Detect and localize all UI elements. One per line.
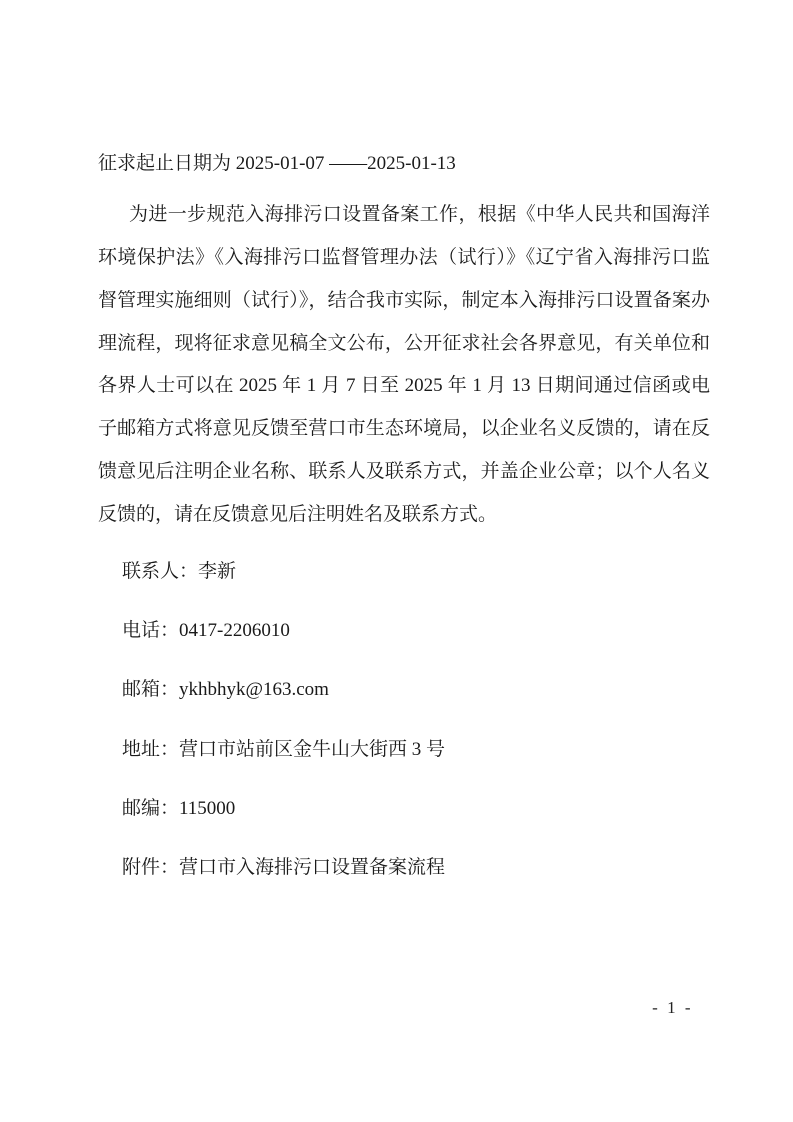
body-paragraph: 为进一步规范入海排污口设置备案工作，根据《中华人民共和国海洋环境保护法》《入海排污口监督管理办法（试行）》《辽宁省入海排污口监督管理实施细则（试行）》，结合我市实际，制定本入海排污口设置备案办理流程，现将征求意见稿全文公布，公开征求社会各界意见，有关单位和各界人士可以在 2025 年 1 月 7 日至 2025 年 1 月 13 日期间通过信函或电子邮箱方式将意见反馈至营口市生态环境局，以企业名义反馈的，请在反馈意见后注明企业名称、联系人及联系方式，并盖企业公章；以个人名义反馈的，请在反馈意见后注明姓名及联系方式。 bbox=[98, 204, 710, 525]
attachment-line: 附件：营口市入海排污口设置备案流程 bbox=[122, 857, 446, 879]
solicitation-period-line: 征求起止日期为 2025-01-07 ——2025-01-13 bbox=[98, 153, 456, 174]
postal-code-line: 邮编：115000 bbox=[122, 797, 236, 819]
document-content bbox=[98, 143, 710, 890]
phone-line: 电话：0417-2206010 bbox=[122, 619, 290, 641]
page-number: - 1 - bbox=[652, 998, 693, 1017]
contact-person-line: 联系人：李新 bbox=[122, 560, 237, 582]
address-line: 地址：营口市站前区金牛山大街西 3 号 bbox=[122, 738, 446, 760]
email-line: 邮箱：ykhbhyk@163.com bbox=[122, 679, 329, 701]
